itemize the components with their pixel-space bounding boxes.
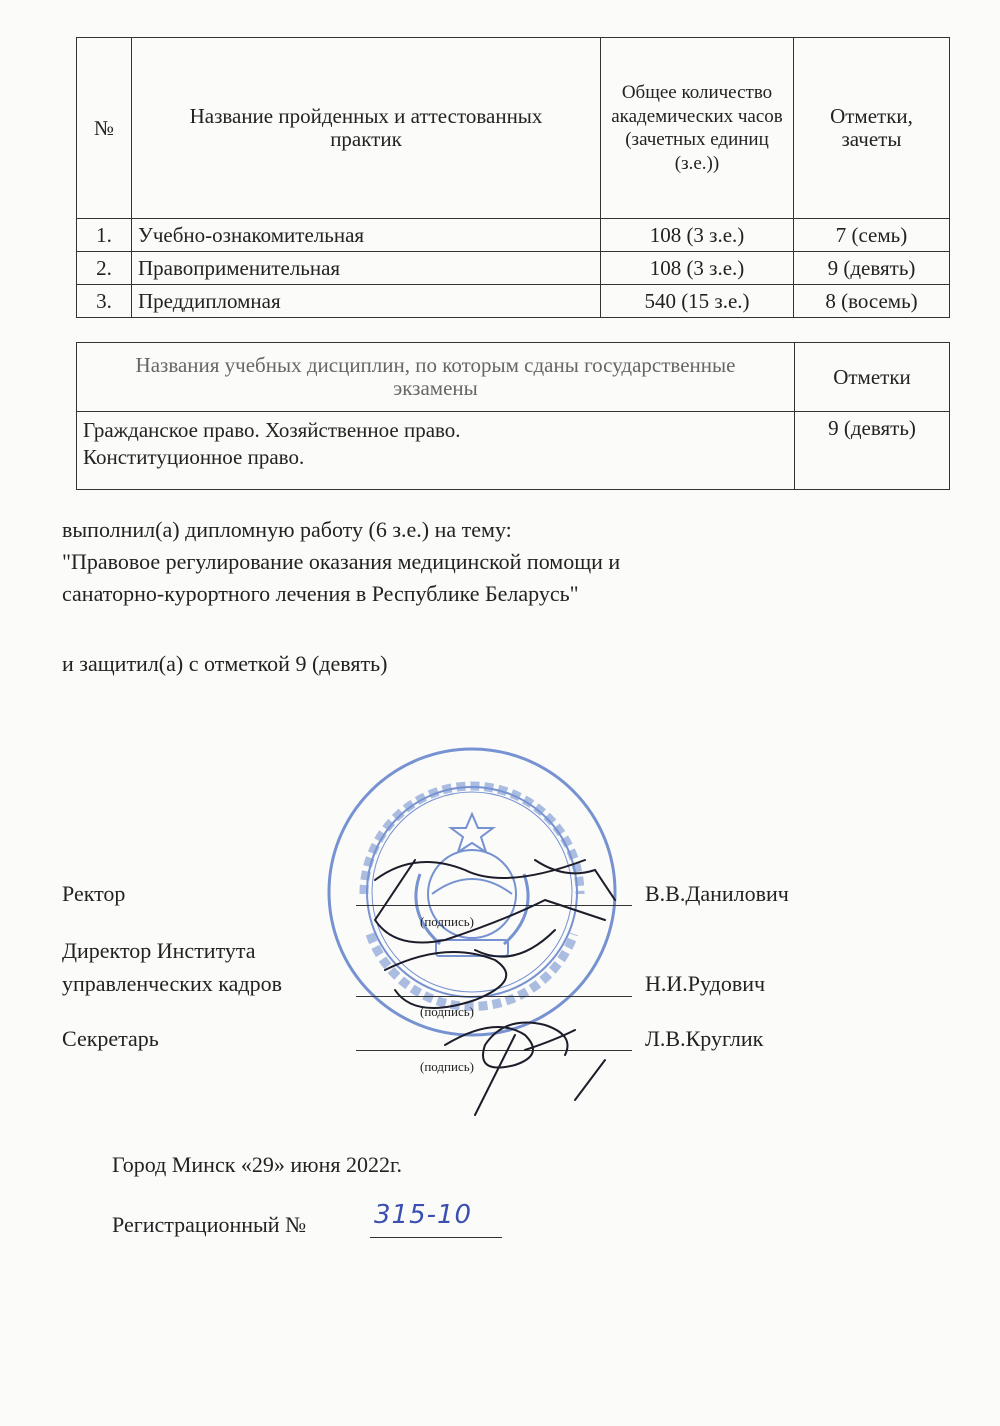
header-marks: Отметки, зачеты	[794, 38, 950, 219]
table-row	[77, 252, 950, 285]
header-exam-marks: Отметки	[795, 343, 950, 412]
exam-table	[76, 342, 950, 490]
row-practice-name: Правоприменительная	[132, 252, 601, 285]
exam-table-header	[77, 343, 950, 412]
director-name: Н.И.Рудович	[645, 971, 766, 996]
row-num: 2.	[77, 252, 132, 285]
row-practice-name: Учебно-ознакомительная	[132, 219, 601, 252]
secretary-signature-caption: (подпись)	[420, 1059, 474, 1074]
row-mark: 7 (семь)	[794, 219, 950, 252]
row-mark: 8 (восемь)	[794, 285, 950, 318]
rector-signature-caption: (подпись)	[420, 914, 474, 929]
exam-subjects: Гражданское право. Хозяйственное право. Конституционное право.	[77, 412, 795, 490]
practice-table	[76, 37, 950, 318]
practice-table-header	[77, 38, 950, 219]
registration-number: 315-10	[374, 1200, 473, 1230]
thesis-line-3: санаторно-курортного лечения в Республике Беларусь"	[62, 581, 579, 606]
city-date: Город Минск «29» июня 2022г.	[112, 1152, 403, 1177]
table-row	[77, 219, 950, 252]
secretary-name: Л.В.Круглик	[645, 1026, 764, 1051]
secretary-title: Секретарь	[62, 1026, 159, 1051]
director-title-line-1: Директор Института	[62, 938, 256, 963]
table-row	[77, 285, 950, 318]
thesis-line-2: "Правовое регулирование оказания медицинской помощи и	[62, 549, 621, 574]
header-practice-name: Название пройденных и аттестованных практик	[132, 38, 601, 219]
defense-line: и защитил(а) с отметкой 9 (девять)	[62, 651, 388, 676]
director-signature-caption: (подпись)	[420, 1004, 474, 1019]
rector-name: В.В.Данилович	[645, 881, 789, 906]
registration-label: Регистрационный №	[112, 1212, 307, 1237]
row-num: 3.	[77, 285, 132, 318]
director-title-line-2: управленческих кадров	[62, 971, 282, 996]
exam-mark: 9 (девять)	[795, 412, 950, 490]
header-hours: Общее количество академических часов (зачетных единиц (з.е.))	[601, 38, 794, 219]
rector-title: Ректор	[62, 881, 126, 906]
row-num: 1.	[77, 219, 132, 252]
row-hours: 108 (3 з.е.)	[601, 252, 794, 285]
row-hours: 108 (3 з.е.)	[601, 219, 794, 252]
header-num: №	[77, 38, 132, 219]
thesis-line-1: выполнил(а) дипломную работу (6 з.е.) на тему:	[62, 517, 512, 542]
row-hours: 540 (15 з.е.)	[601, 285, 794, 318]
table-row	[77, 412, 950, 490]
row-mark: 9 (девять)	[794, 252, 950, 285]
handwritten-signatures-icon	[355, 820, 635, 1120]
row-practice-name: Преддипломная	[132, 285, 601, 318]
header-exam-subjects: Названия учебных дисциплин, по которым сданы государственные экзамены	[77, 343, 795, 412]
registration-line	[370, 1237, 502, 1238]
